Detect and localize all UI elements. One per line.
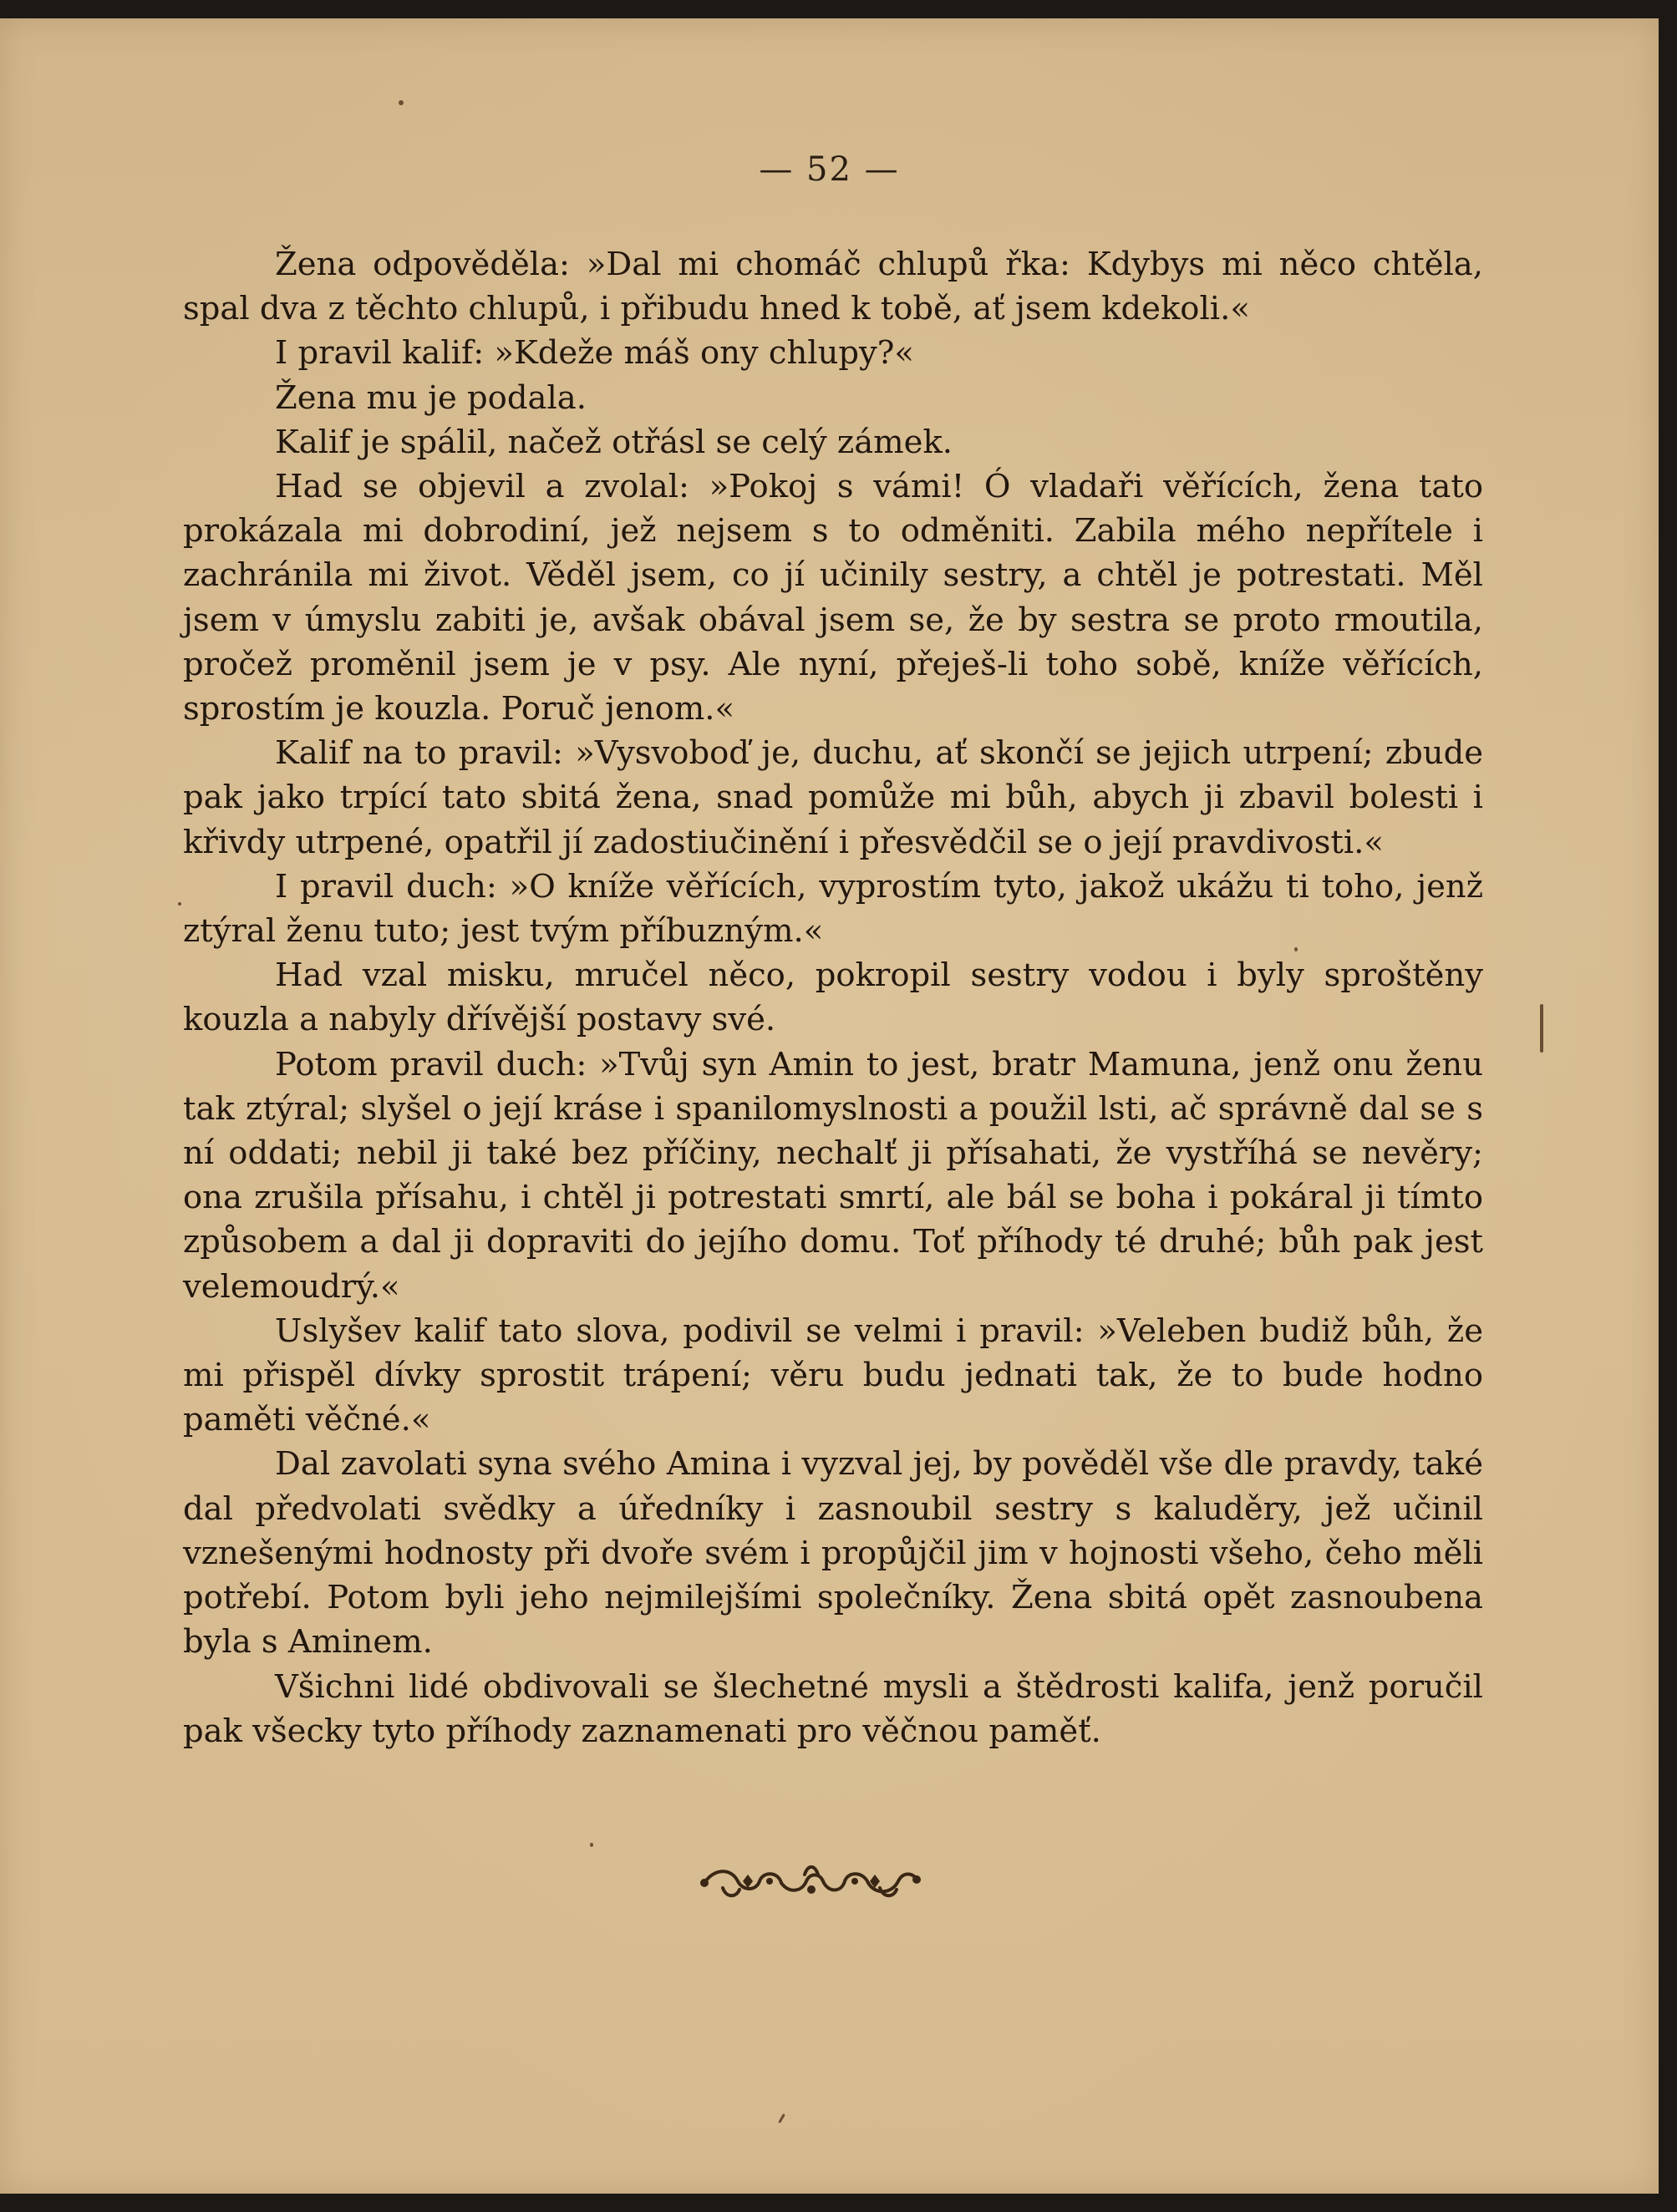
paper-speck [178,902,181,906]
paragraph: I pravil kalif: »Kdeže máš ony chlupy?« [275,334,914,373]
paper-speck [778,2113,785,2123]
paragraph: Všichni lidé obdivovali se šlechetné mysli a štědrosti kalifa, jenž poručil pak všecky tyto příhody zaznamenati pro věčnou paměť. [183,1667,1483,1750]
paper-speck [1294,947,1298,951]
page-number: — 52 — [759,150,900,189]
fleuron-ornament-icon [698,1856,923,1906]
paragraph: Žena mu je podala. [275,378,587,417]
paper-speck [590,1843,593,1847]
paragraph: Kalif je spálil, načež otřásl se celý zámek. [275,423,953,461]
text-body [183,242,1483,1753]
paper-speck [399,100,404,105]
paragraph: I pravil duch: »O kníže věřících, vyprostím tyto, jakož ukážu ti toho, jenž ztýral ženu tuto; jest tvým příbuzným.« [183,867,1483,951]
paragraph: Had vzal misku, mručel něco, pokropil sestry vodou i byly sproštěny kouzla a nabyly dřívější postavy své. [183,956,1483,1039]
paragraph: Kalif na to pravil: »Vysvoboď je, duchu, ať skončí se jejich utrpení; zbude pak jako trpící tato sbitá žena, snad pomůže mi bůh, abych ji zbavil bolesti i křivdy utrpené, opatřil jí zadostiučinění i přesvědčil se o její pravdivosti.« [183,734,1483,861]
paragraph: Uslyšev kalif tato slova, podivil se velmi i pravil: »Veleben budiž bůh, že mi přispěl dívky sprostit trápení; věru budu jednati tak, že to bude hodno paměti věčné.« [183,1311,1483,1439]
paper-speck [1540,1004,1543,1053]
paragraph: Had se objevil a zvolal: »Pokoj s vámi! Ó vladaři věřících, žena tato prokázala mi dobrodiní, jež nejsem s to odměniti. Zabila mého nepřítele i zachránila mi život. Věděl jsem, co jí učinily sestry, a chtěl je potrestati. Měl jsem v úmyslu zabiti je, avšak obával jsem se, že by sestra se proto rmoutila, pročež proměnil jsem je v psy. Ale nyní, přeješ-li toho sobě, kníže věřících, sprostím je kouzla. Poruč jenom.« [183,468,1483,728]
book-page [0,18,1659,2194]
paragraph: Dal zavolati syna svého Amina i vyzval jej, by pověděl vše dle pravdy, také dal předvolati svědky a úředníky i zasnoubil sestry s kaluděry, jež učinil vznešenými hodnosty při dvoře svém i propůjčil jim v hojnosti všeho, čeho měli potřebí. Potom byli jeho nejmilejšími společníky. Žena sbitá opět zasnoubena byla s Aminem. [183,1445,1483,1662]
paragraph: Žena odpověděla: »Dal mi chomáč chlupů řka: Kdybys mi něco chtěla, spal dva z těchto chlupů, i přibudu hned k tobě, ať jsem kdekoli.« [183,246,1483,328]
paragraph: Potom pravil duch: »Tvůj syn Amin to jest, bratr Mamuna, jenž onu ženu tak ztýral; slyšel o její kráse i spanilomyslnosti a použil lsti, ač správně dal se s ní oddati; nebil ji také bez příčiny, nechalť ji přísahati, že vystříhá se nevěry; ona zrušila přísahu, i chtěl ji potrestati smrtí, ale bál se boha i pokáral ji tímto způsobem a dal ji dopraviti do jejího domu. Toť příhody té druhé; bůh pak jest velemoudrý.« [183,1045,1483,1306]
